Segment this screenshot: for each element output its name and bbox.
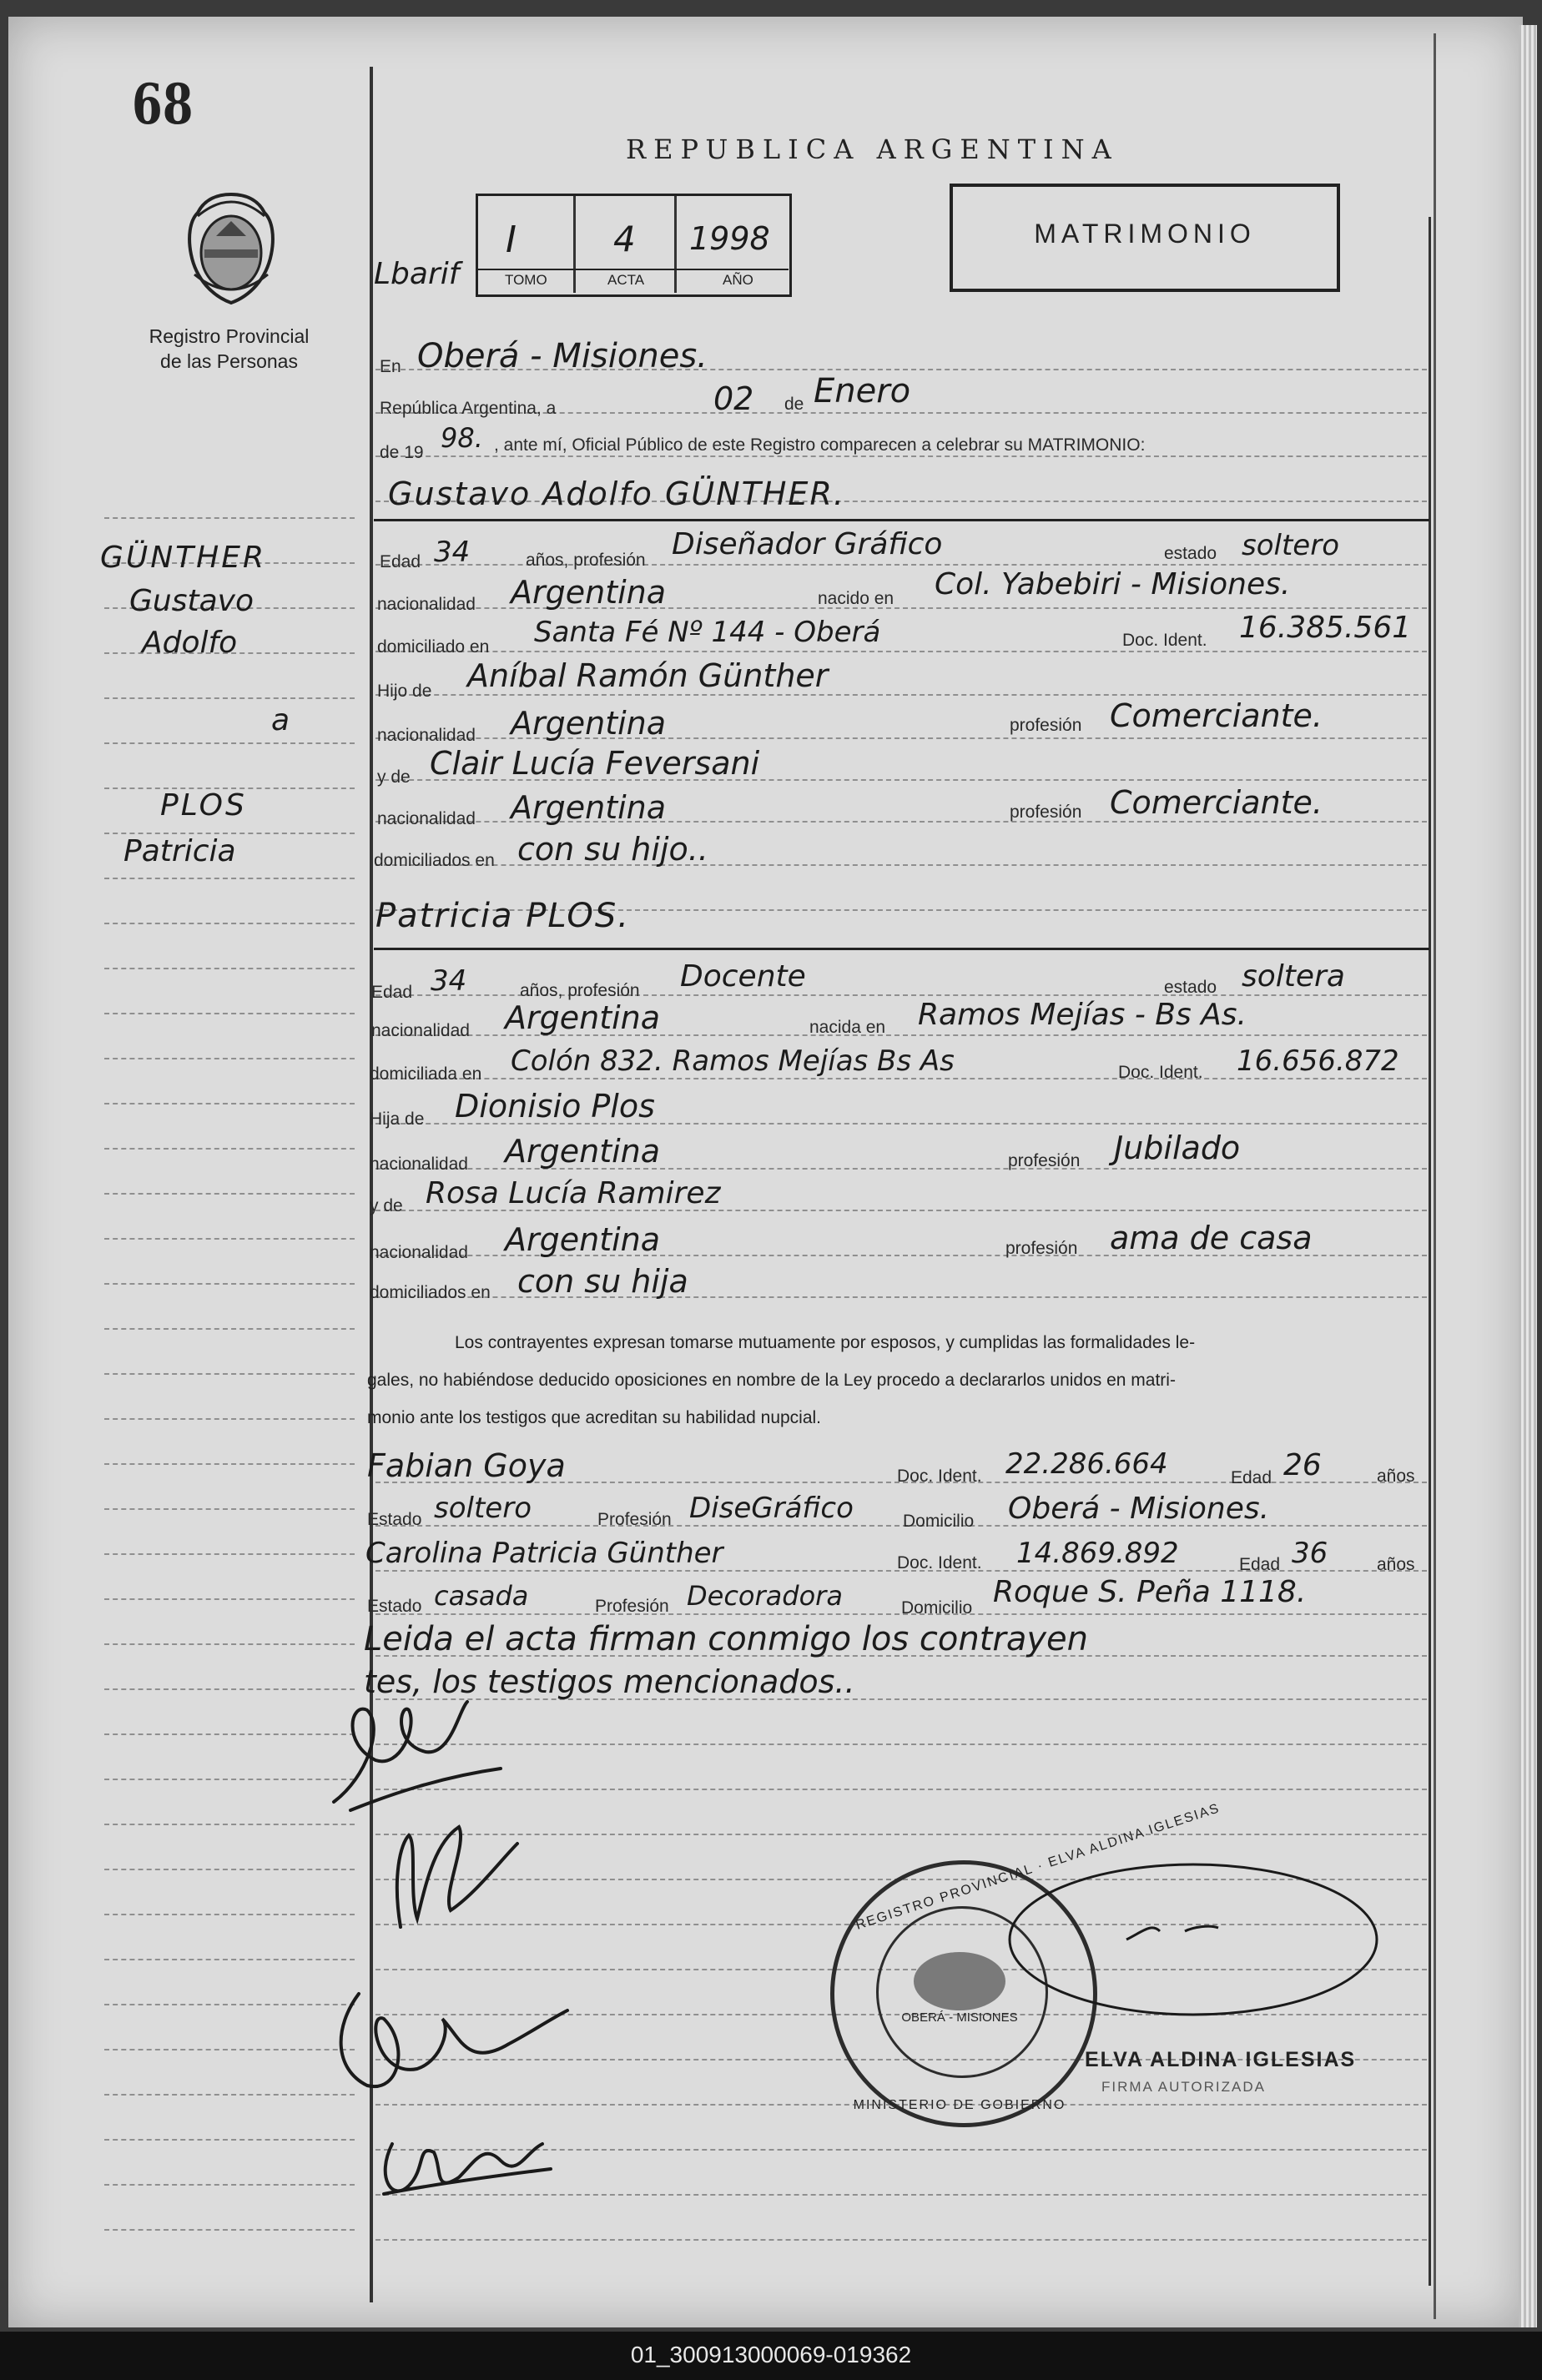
acta-label: ACTA <box>607 272 645 288</box>
groom-domiciliados: con su hijo.. <box>517 831 708 868</box>
bride-full-name: Patricia PLOS. <box>375 897 630 935</box>
bride-anos-label: años, profesión <box>520 981 640 1000</box>
page-edge <box>1519 25 1537 2327</box>
margin-rule-line <box>104 517 355 519</box>
gutter-rule <box>1434 33 1436 2319</box>
groom-padre-prof: Comerciante. <box>1110 697 1323 734</box>
republica-label: República Argentina, a <box>380 399 557 418</box>
record-box-divider-1 <box>573 196 576 293</box>
groom-profesion: Diseñador Gráfico <box>672 527 943 561</box>
margin-rule-line <box>104 1283 355 1285</box>
bride-domiciliada-label: domiciliada en <box>370 1064 482 1084</box>
signature-scribbles <box>317 1677 584 2211</box>
groom-madre: Clair Lucía Feversani <box>430 745 760 782</box>
groom-yde-label: y de <box>377 767 411 787</box>
margin-rule-line <box>104 923 355 924</box>
witness-1-domicilio-label: Domicilio <box>903 1512 975 1531</box>
record-box-rule <box>478 269 789 270</box>
groom-doc-label: Doc. Ident. <box>1122 631 1207 650</box>
witness-1-estado-label: Estado <box>367 1510 422 1529</box>
ano-label: AÑO <box>723 272 753 288</box>
registry-line-2: de las Personas <box>160 350 298 372</box>
official-signature <box>985 1848 1385 2065</box>
bride-domicilio: Colón 832. Ramos Mejías Bs As <box>511 1044 955 1078</box>
closing-line-2: tes, los testigos mencionados.. <box>364 1663 855 1700</box>
bride-padre: Dionisio Plos <box>455 1088 655 1125</box>
witness-2-estado: casada <box>434 1580 529 1612</box>
bride-profesion: Docente <box>680 959 806 994</box>
bride-madre-prof: ama de casa <box>1110 1220 1313 1256</box>
margin-connector: a <box>271 703 290 737</box>
witness-2-profesion: Decoradora <box>687 1580 843 1612</box>
witness-2-name: Carolina Patricia Günther <box>365 1537 723 1570</box>
groom-nacionalidad-label: nacionalidad <box>377 595 476 614</box>
groom-padre: Aníbal Ramón Günther <box>467 657 829 694</box>
margin-groom-surname: GÜNTHER <box>100 541 266 575</box>
groom-nacido-en: Col. Yabebiri - Misiones. <box>935 567 1291 601</box>
margin-rule-line <box>104 697 355 699</box>
witness-1-profesion-label: Profesión <box>597 1510 672 1529</box>
declaration-line-1: Los contrayentes expresan tomarse mutuamente por esposos, y cumplidas las formalidades le- <box>455 1333 1196 1352</box>
groom-padre-prof-label: profesión <box>1010 716 1082 735</box>
seal-ring-text: REGISTRO PROVINCIAL · ELVA ALDINA IGLESIAS <box>854 1801 1222 1933</box>
bride-madre: Rosa Lucía Ramirez <box>426 1176 721 1210</box>
month: Enero <box>814 372 911 410</box>
witness-2-profesion-label: Profesión <box>595 1597 669 1616</box>
margin-bride-name: Patricia <box>123 834 236 868</box>
groom-domiciliado-label: domiciliado en <box>377 637 490 657</box>
place: Oberá - Misiones. <box>417 337 708 375</box>
form-rule-line <box>375 694 1427 696</box>
year-prefix: de 19 <box>380 443 424 462</box>
witness-2-domicilio-label: Domicilio <box>901 1598 973 1618</box>
margin-rule-line <box>104 2229 355 2231</box>
official-name: ELVA ALDINA IGLESIAS <box>1085 2048 1357 2071</box>
bride-padre-nac: Argentina <box>505 1133 661 1170</box>
groom-madre-prof: Comerciante. <box>1110 784 1323 821</box>
groom-madre-prof-label: profesión <box>1010 803 1082 822</box>
witness-2-edad-label: Edad <box>1239 1555 1281 1574</box>
margin-groom-name1: Gustavo <box>129 584 254 618</box>
margin-rule-line <box>104 1328 355 1330</box>
document-id: 01_300913000069-019362 <box>630 2342 912 2367</box>
declaration-line-2: gales, no habiéndose deducido oposiciones en nombre de la Ley procedo a declararlos unidos en matri- <box>367 1371 1176 1390</box>
right-rule <box>1429 217 1431 2286</box>
bride-nacida-label: nacida en <box>809 1018 886 1037</box>
form-rule-line <box>375 455 1427 457</box>
registrar-initials: Lbarif <box>374 257 460 291</box>
witness-2-anos-label: años <box>1377 1555 1415 1574</box>
groom-estado: soltero <box>1242 529 1339 562</box>
bride-madre-prof-label: profesión <box>1005 1239 1078 1258</box>
witness-1-profesion: DiseGráfico <box>689 1492 854 1525</box>
tomo-value: I <box>506 219 517 261</box>
witness-1-edad: 26 <box>1283 1448 1322 1482</box>
margin-rule-line <box>104 1508 355 1510</box>
margin-rule-line <box>104 1238 355 1240</box>
bride-section-rule <box>374 948 1429 950</box>
margin-groom-name2: Adolfo <box>142 626 238 660</box>
margin-rule-line <box>104 1553 355 1555</box>
witness-2-edad: 36 <box>1292 1537 1328 1570</box>
groom-madre-nac-label: nacionalidad <box>377 809 476 828</box>
record-box-divider-2 <box>674 196 677 293</box>
groom-edad-label: Edad <box>380 552 421 571</box>
groom-nacido-label: nacido en <box>818 589 894 608</box>
signature-1 <box>334 1702 501 1810</box>
form-rule-line <box>375 1078 1427 1079</box>
record-type: MATRIMONIO <box>1034 219 1256 249</box>
margin-rule-line <box>104 1013 355 1014</box>
bride-padre-nac-label: nacionalidad <box>370 1155 468 1174</box>
bride-padre-prof: Jubilado <box>1114 1130 1241 1166</box>
bride-edad: 34 <box>431 964 467 998</box>
bride-nacionalidad-label: nacionalidad <box>371 1021 470 1040</box>
witness-2-doc: 14.869.892 <box>1016 1537 1179 1570</box>
bride-domiciliados-label: domiciliados en <box>370 1283 491 1302</box>
margin-rule-line <box>104 1058 355 1059</box>
margin-rule-line <box>104 1463 355 1465</box>
witness-1-domicilio: Oberá - Misiones. <box>1008 1492 1270 1526</box>
acta-value: 4 <box>613 219 636 259</box>
margin-rule-line <box>104 1193 355 1195</box>
bride-yde-label: y de <box>370 1196 403 1215</box>
registry-line-1: Registro Provincial <box>149 325 310 347</box>
bride-estado-label: estado <box>1164 978 1217 997</box>
year-suffix: 98. <box>441 422 483 454</box>
margin-rule-line <box>104 878 355 879</box>
bride-padre-prof-label: profesión <box>1008 1151 1081 1170</box>
margin-rule-line <box>104 1373 355 1375</box>
de-label: de <box>784 395 804 414</box>
margin-rule-line <box>104 742 355 744</box>
witness-2-estado-label: Estado <box>367 1597 422 1616</box>
witness-2-domicilio: Roque S. Peña 1118. <box>993 1575 1307 1609</box>
seal-center-text: OBERÁ - MISIONES <box>901 2010 1018 2025</box>
groom-full-name: Gustavo Adolfo GÜNTHER. <box>388 475 845 512</box>
form-rule-line <box>375 2239 1427 2241</box>
groom-doc: 16.385.561 <box>1239 611 1412 645</box>
margin-rule-line <box>104 1103 355 1104</box>
witness-1-estado: soltero <box>434 1492 532 1525</box>
bride-doc: 16.656.872 <box>1237 1044 1399 1078</box>
margin-rule-line <box>104 1418 355 1420</box>
groom-edad: 34 <box>434 536 471 569</box>
signature-4 <box>384 2144 551 2194</box>
tomo-label: TOMO <box>505 272 547 288</box>
margin-rule-line <box>104 968 355 969</box>
seal-bottom-text: MINISTERIO DE GOBIERNO <box>853 2098 1066 2112</box>
margin-bride-surname: PLOS <box>160 788 247 823</box>
en-label: En <box>380 357 401 376</box>
witness-2-doc-label: Doc. Ident. <box>897 1553 982 1572</box>
declaration-line-3: monio ante los testigos que acreditan su habilidad nupcial. <box>367 1408 822 1427</box>
groom-section-rule <box>374 519 1429 521</box>
signature-2 <box>397 1827 517 1927</box>
groom-padre-nac-label: nacionalidad <box>377 726 476 745</box>
closing-line-1: Leida el acta firman conmigo los contrayen <box>364 1620 1089 1658</box>
intro-text: , ante mí, Oficial Público de este Registro comparecen a celebrar su MATRIMONIO: <box>494 435 1146 455</box>
bride-edad-label: Edad <box>371 983 413 1002</box>
country-heading: REPUBLICA ARGENTINA <box>626 133 1119 165</box>
scan-footer <box>0 2332 1542 2380</box>
witness-1-edad-label: Edad <box>1231 1468 1272 1487</box>
groom-domicilio: Santa Fé Nº 144 - Oberá <box>534 616 881 649</box>
witness-1-anos-label: años <box>1377 1467 1415 1486</box>
groom-madre-nac: Argentina <box>511 789 667 826</box>
bride-domiciliados: con su hija <box>517 1263 688 1300</box>
bride-hija-label: Hija de <box>370 1109 425 1129</box>
witness-1-doc: 22.286.664 <box>1005 1447 1168 1481</box>
margin-rule-line <box>104 1598 355 1600</box>
groom-domiciliados-label: domiciliados en <box>374 851 495 870</box>
bride-estado: soltera <box>1242 959 1345 994</box>
page-number: 68 <box>132 72 194 137</box>
margin-rule-line <box>104 1643 355 1645</box>
groom-estado-label: estado <box>1164 544 1217 563</box>
witness-1-doc-label: Doc. Ident. <box>897 1467 982 1486</box>
bride-madre-nac: Argentina <box>505 1221 661 1258</box>
bride-doc-label: Doc. Ident. <box>1118 1063 1203 1082</box>
groom-padre-nac: Argentina <box>511 705 667 742</box>
groom-nacionalidad: Argentina <box>511 574 667 611</box>
bride-madre-nac-label: nacionalidad <box>370 1243 468 1262</box>
official-title: FIRMA AUTORIZADA <box>1101 2079 1266 2095</box>
witness-1-name: Fabian Goya <box>367 1447 566 1484</box>
signature-3 <box>341 1994 567 2086</box>
bride-nacida-en: Ramos Mejías - Bs As. <box>918 998 1247 1032</box>
groom-anos-label: años, profesión <box>526 551 646 570</box>
day: 02 <box>713 380 754 417</box>
bride-nacionalidad: Argentina <box>505 999 661 1036</box>
groom-hijo-label: Hijo de <box>377 682 432 701</box>
form-rule-line <box>375 651 1427 652</box>
coat-of-arms-icon <box>179 188 284 309</box>
ano-value: 1998 <box>689 220 770 257</box>
margin-rule-line <box>104 1148 355 1150</box>
